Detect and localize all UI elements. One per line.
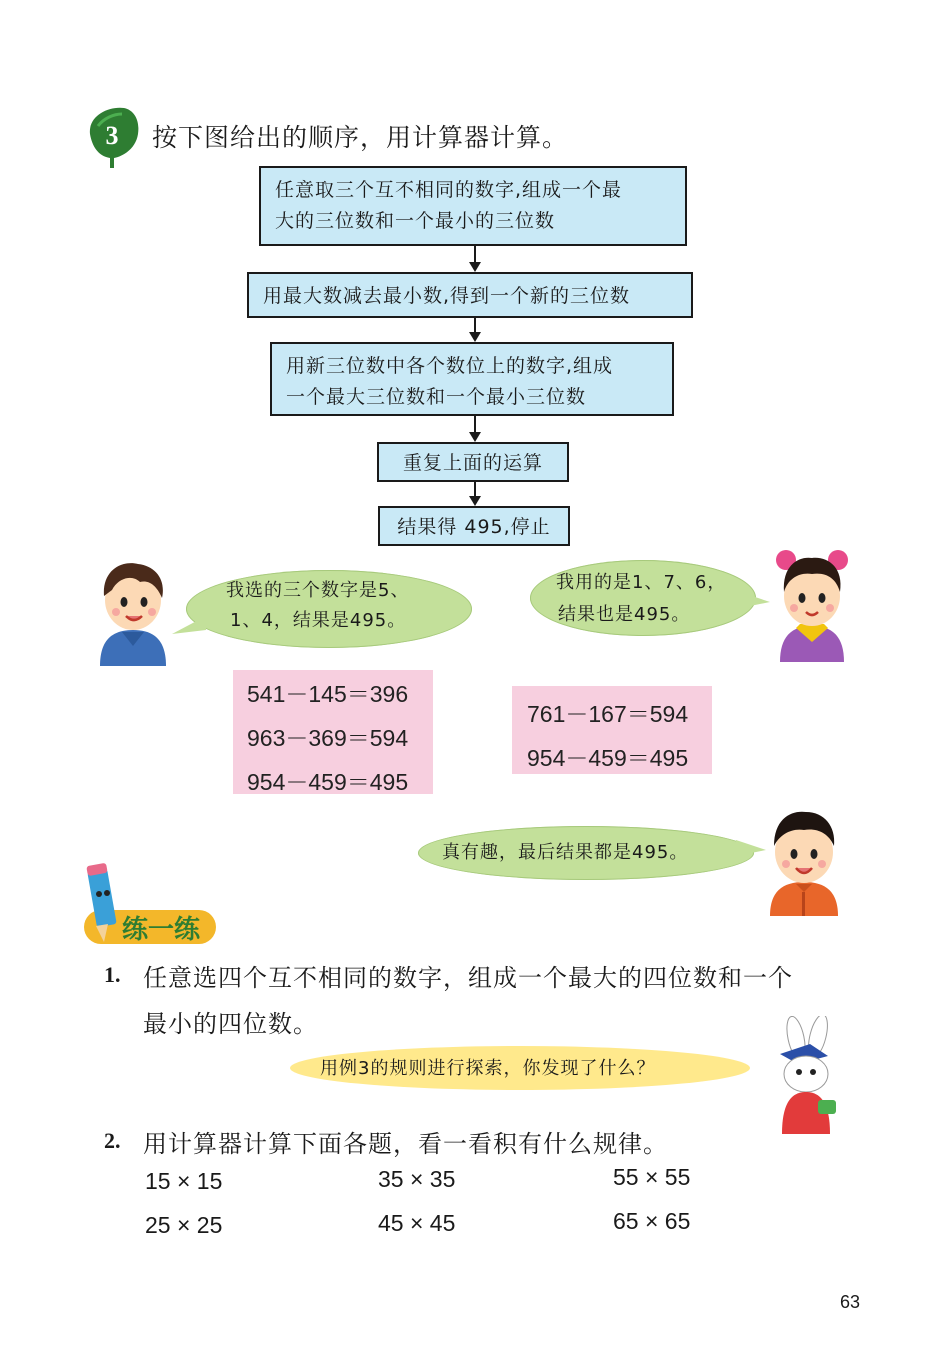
flow-step-4 <box>377 442 569 482</box>
boy-equation-1: 541－145＝396 <box>247 681 409 707</box>
flow-step-3 <box>270 342 674 416</box>
flow-step-1 <box>259 166 687 246</box>
girl-speech-line-2: 结果也是495。 <box>558 604 691 625</box>
hint-text: 用例3的规则进行探索，你发现了什么？ <box>320 1058 656 1079</box>
flow-arrow-3 <box>474 416 476 440</box>
flow-step-5-line-1: 结果得 495,停止 <box>397 516 551 538</box>
problem-55x55: 55 × 55 <box>613 1164 691 1190</box>
flow-arrow-2 <box>474 318 476 340</box>
question-1-number: 1. <box>104 962 121 987</box>
practice-heading-text: 练一练 <box>122 915 201 945</box>
leaf-number-badge <box>84 104 142 168</box>
flow-step-2 <box>247 272 693 318</box>
example-title: 按下图给出的顺序，用计算器计算。 <box>152 123 569 152</box>
boy-speech-line-1: 我选的三个数字是5、 <box>226 580 410 601</box>
problem-45x45: 45 × 45 <box>378 1210 456 1236</box>
boy-character <box>92 556 174 666</box>
flow-step-2-line-1: 用最大数减去最小数,得到一个新的三位数 <box>263 285 631 307</box>
girl-bubble-tail <box>740 592 770 612</box>
boy2-character <box>762 808 846 916</box>
flow-step-1-line-1: 任意取三个互不相同的数字,组成一个最 <box>275 179 623 201</box>
rabbit-mascot <box>766 1016 846 1136</box>
page-number: 63 <box>840 1292 861 1312</box>
question-1-line-1: 任意选四个互不相同的数字，组成一个最大的四位数和一个 <box>143 964 793 992</box>
boy-equation-3: 954－459＝495 <box>247 769 409 795</box>
flow-step-1-line-2: 大的三位数和一个最小的三位数 <box>275 210 556 232</box>
problem-15x15: 15 × 15 <box>145 1168 223 1194</box>
girl-equation-1: 761－167＝594 <box>527 701 689 727</box>
girl-equation-2: 954－459＝495 <box>527 745 689 771</box>
problem-65x65: 65 × 65 <box>613 1208 691 1234</box>
flow-step-3-line-2: 一个最大三位数和一个最小三位数 <box>286 386 587 408</box>
boy2-speech-text: 真有趣，最后结果都是495。 <box>442 842 689 863</box>
girl-character <box>770 546 854 662</box>
problem-25x25: 25 × 25 <box>145 1212 223 1238</box>
problem-35x35: 35 × 35 <box>378 1166 456 1192</box>
flow-step-3-line-1: 用新三位数中各个数位上的数字,组成 <box>286 355 614 377</box>
flow-arrow-1 <box>474 246 476 270</box>
example-number: 3 <box>105 121 119 150</box>
question-2-text: 用计算器计算下面各题，看一看积有什么规律。 <box>143 1130 668 1158</box>
flow-step-4-line-1: 重复上面的运算 <box>402 452 543 474</box>
flow-arrow-4 <box>474 482 476 504</box>
practice-heading-badge <box>78 860 220 952</box>
question-2-number: 2. <box>104 1128 121 1153</box>
boy-bubble-tail <box>172 616 206 636</box>
question-1-line-2: 最小的四位数。 <box>143 1010 318 1038</box>
flow-step-5 <box>378 506 570 546</box>
boy-equation-2: 963－369＝594 <box>247 725 409 751</box>
girl-speech-line-1: 我用的是1、7、6， <box>556 572 727 593</box>
boy-speech-line-2: 1、4，结果是495。 <box>230 610 407 631</box>
